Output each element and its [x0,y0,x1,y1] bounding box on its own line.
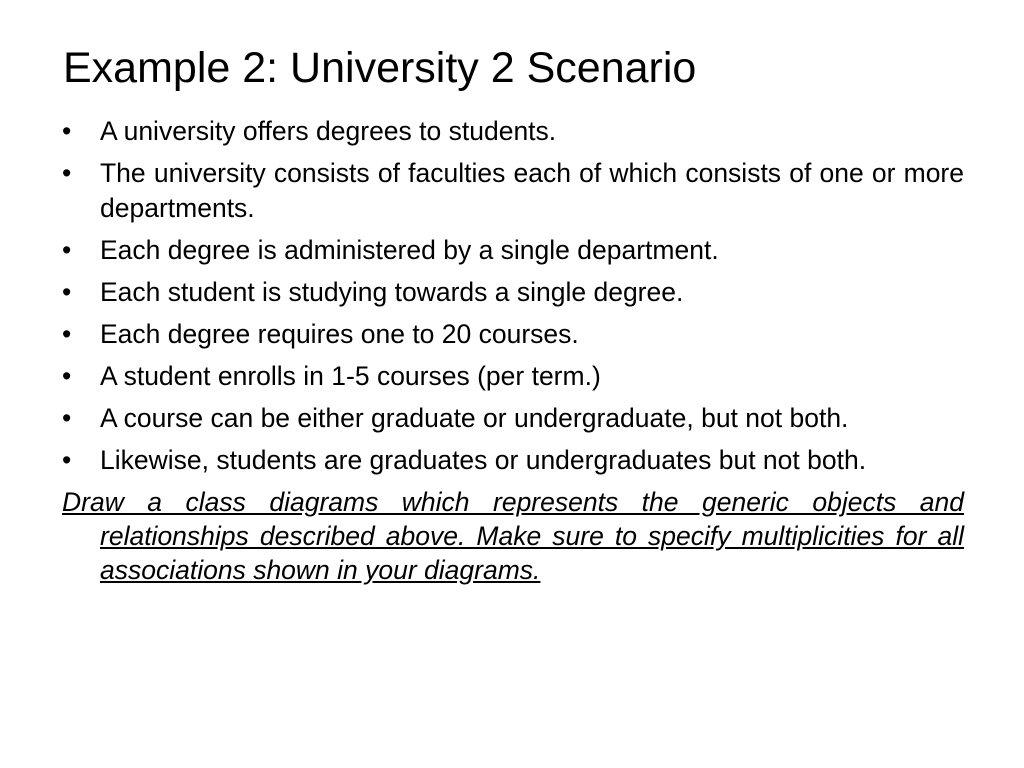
slide-body [62,114,964,587]
bullet-dot-icon: • [62,445,72,475]
bullet-item [62,401,964,436]
bullet-dot-icon: • [62,158,72,188]
bullet-item [62,114,964,149]
bullet-item [62,443,964,478]
instruction-text: Draw a class diagrams which represents the generic objects and relationships described above. Make sure to specify multiplicities for all associations shown in your diagrams. [62,487,964,585]
bullet-text: A course can be either graduate or undergraduate, but not both. [100,403,849,433]
bullet-text: Each student is studying towards a single degree. [100,277,684,307]
bullet-text: A university offers degrees to students. [100,116,557,146]
bullet-item [62,359,964,394]
bullet-dot-icon: • [62,361,72,391]
bullet-item [62,275,964,310]
bullet-dot-icon: • [62,277,72,307]
bullet-text: Likewise, students are graduates or undergraduates but not both. [100,445,867,475]
bullet-text: A student enrolls in 1-5 courses (per term.) [100,361,601,391]
bullet-item [62,233,964,268]
bullet-dot-icon: • [62,319,72,349]
bullet-list [62,114,964,478]
bullet-text: The university consists of faculties each of which consists of one or more departments. [100,158,964,223]
bullet-text: Each degree requires one to 20 courses. [100,319,579,349]
bullet-item [62,317,964,352]
bullet-text: Each degree is administered by a single department. [100,235,719,265]
slide-title: Example 2: University 2 Scenario [63,44,697,92]
bullet-item [62,156,964,226]
bullet-dot-icon: • [62,116,72,146]
bullet-dot-icon: • [62,235,72,265]
bullet-dot-icon: • [62,403,72,433]
